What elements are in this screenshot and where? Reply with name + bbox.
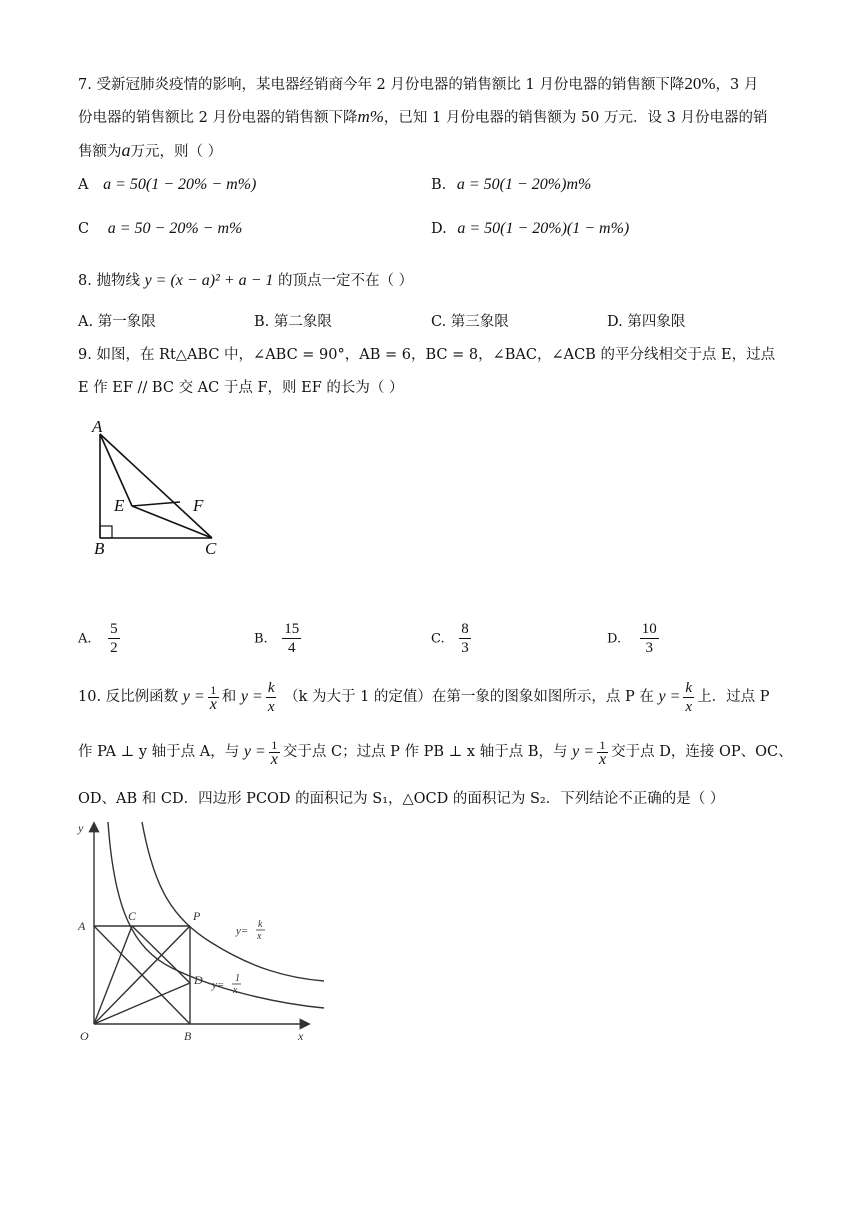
q10-line-3 [78,788,724,810]
option-label: B. [254,314,270,330]
q10-text: 10. 反比例函数 [78,689,179,705]
option-expr: a = 50(1 − 20%)m% [456,176,592,193]
fraction-den: 4 [288,640,296,656]
q10-label-o: O [80,1029,89,1043]
option-expr: a = 50 − 20% − m% [107,220,243,237]
q9-option-a[interactable] [78,620,123,657]
q9-label-b: B [94,539,105,558]
q10-label-c: C [128,909,137,923]
q9-label-e: E [114,496,125,515]
option-label: C [78,221,90,237]
q7-line-2 [78,106,767,129]
q10-math: y = [182,688,205,705]
fraction-den: x [599,750,607,768]
q10-text: 交于点 C；过点 P 作 PB ⊥ x 轴于点 B，与 [282,744,568,760]
q10-label-y-axis: y [78,821,84,835]
option-expr: a = 50(1 − 20%)(1 − m%) [457,220,630,237]
option-fraction [459,620,471,657]
fraction-k-over-x [683,679,694,716]
q10-math: y = [572,743,594,760]
fraction-num: 1 [269,738,280,753]
q7-percent-m: m% [357,107,384,126]
option-label: C. [431,631,445,647]
q10-label-x-axis: x [298,1029,304,1043]
q7-text: 份电器的销售额比 2 月份电器的销售额下降 [78,110,358,126]
option-fraction [282,620,301,657]
q10-graph-figure [72,818,332,1048]
fraction-1-over-x [208,683,219,712]
q10-text: 交于点 D，连接 OP、OC、 [611,744,793,760]
q7-text: 售额为 [78,144,122,160]
q8-expr: y = (x − a)² + a − 1 [144,272,274,289]
q10-math: y = [243,743,266,760]
q7-option-a[interactable] [78,176,256,194]
option-text: 第四象限 [627,314,686,330]
q7-option-b[interactable] [431,176,591,194]
q7-line-1 [78,73,758,96]
option-expr: a = 50(1 − 20% − m%) [103,176,257,193]
fraction-num: 10 [641,621,657,637]
option-fraction [108,620,120,657]
q8-option-c[interactable] [431,310,509,331]
fraction-1-over-x [269,738,280,767]
option-label: A. [78,631,92,647]
q10-math: y = [658,688,681,705]
fraction-k-over-x [266,679,277,716]
q7-var-a: a [121,140,131,160]
option-label: D. [431,221,447,237]
fraction-num: 1 [208,683,219,698]
q7-text: ，已知 1 月份电器的销售额为 50 万元．设 3 月份电器的销 [383,110,768,126]
q8-option-d[interactable] [607,310,685,331]
q8-option-b[interactable] [254,310,332,331]
fraction-den: x [685,698,693,715]
fraction-num: 15 [284,621,300,637]
fraction-num: k [267,679,275,696]
q10-label-b: B [184,1029,192,1043]
option-label: B. [254,631,268,647]
q10-label-a: A [78,919,86,933]
q7-option-c[interactable] [78,220,242,238]
q7-line-3 [78,139,222,163]
q9-option-c[interactable] [431,620,474,657]
option-fraction [640,620,659,657]
q10-line-1 [78,678,769,716]
fraction-den: 2 [110,640,118,656]
q7-text: 7. 受新冠肺炎疫情的影响，某电器经销商今年 2 月份电器的销售额比 1 月份电器的销售额下降 [78,77,685,93]
q10-curve-label-1-den: x [233,985,238,996]
fraction-num: 5 [110,621,118,637]
option-text: 第三象限 [450,314,509,330]
fraction-num: 1 [597,738,608,753]
q10-text: 作 PA ⊥ y 轴于点 A，与 [78,744,240,760]
q10-curve-label-1: y= [212,979,225,991]
fraction-num: 8 [461,621,469,637]
q8-text: 8. 抛物线 [78,273,140,289]
q10-label-d: D [194,973,203,987]
q9-label-c: C [205,539,217,558]
q7-percent-20: 20% [684,74,716,93]
option-label: B. [431,177,447,193]
q9-text: 9. 如图，在 Rt△ABC 中，∠ABC = 90°，AB = 6，BC = 8，∠BAC，∠ACB 的平分线相交于点 E，过点 [78,347,776,363]
fraction-den: x [270,750,278,768]
q9-label-a: A [92,417,103,436]
q10-text: 和 [221,689,237,705]
fraction-num: k [685,679,693,696]
q10-text: （k 为大于 1 的定值）在第一象的图象如图所示，点 P 在 [284,689,654,705]
q10-label-p: P [193,909,201,923]
q7-text: ，3 月 [715,77,759,93]
option-label: A. [78,314,94,330]
option-text: 第一象限 [97,314,156,330]
q9-label-f: F [193,496,204,515]
q7-text: 万元，则（ ） [130,144,223,160]
q9-option-d[interactable] [607,620,662,657]
q9-option-b[interactable] [254,620,304,657]
q10-text: OD、AB 和 CD．四边形 PCOD 的面积记为 S₁，△OCD 的面积记为 S₂．下列结论不正确的是（ ） [78,791,725,807]
option-label: C. [431,314,447,330]
q9-text: E 作 EF // BC 交 AC 于点 F，则 EF 的长为（ ） [78,380,404,396]
option-text: 第二象限 [273,314,332,330]
q10-curve-label-k-num: k [258,919,263,930]
fraction-den: x [267,698,275,715]
q7-option-d[interactable] [431,220,629,238]
option-label: D. [607,631,622,647]
q10-curve-label-k: y= [236,925,249,937]
option-label: D. [607,314,623,330]
q8-option-a[interactable] [78,310,156,331]
fraction-den: 3 [645,640,653,656]
q9-line-1 [78,344,775,366]
q9-line-2 [78,377,404,399]
fraction-den: x [209,695,217,713]
fraction-1-over-x [597,738,608,767]
q10-line-2 [78,733,793,771]
q8-text: 的顶点一定不在（ ） [278,273,414,289]
option-label: A [78,177,89,193]
q10-math: y = [240,688,263,705]
q8-stem [78,270,413,292]
q10-curve-label-1-num: 1 [235,973,240,984]
q10-text: 上．过点 P [697,689,770,705]
q10-curve-label-k-den: x [257,931,262,942]
fraction-den: 3 [461,640,469,656]
q9-triangle-figure [80,412,250,562]
